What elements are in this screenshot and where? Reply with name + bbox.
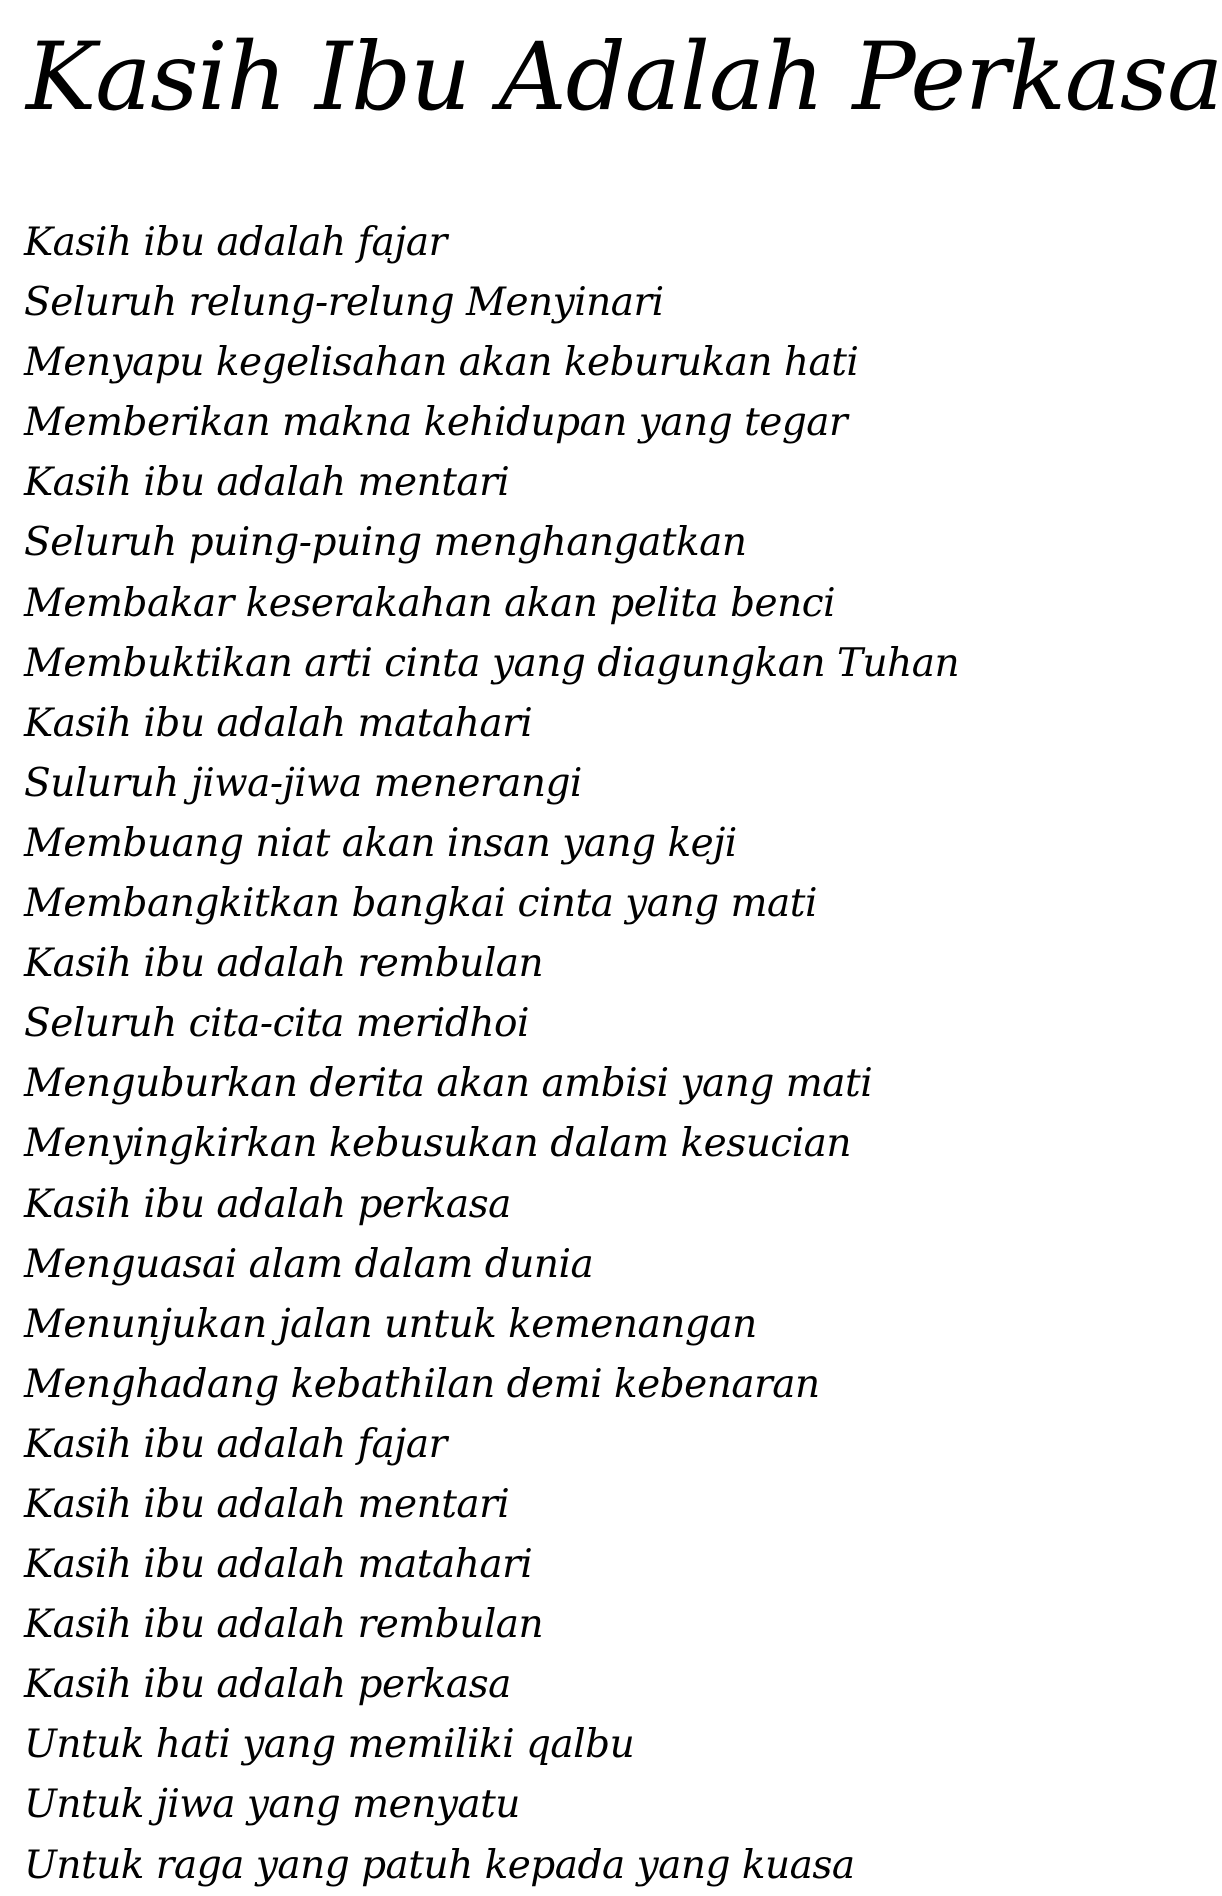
poem-line: Menguasai alam dalam dunia [24,1241,594,1287]
poem-line: Menyingkirkan kebusukan dalam kesucian [24,1121,852,1167]
poem-line: Suluruh jiwa-jiwa menerangi [24,760,582,806]
poem-line: Kasih ibu adalah perkasa [24,1181,511,1227]
poem-line: Kasih ibu adalah mentari [24,460,510,506]
poem-line: Seluruh puing-puing menghangatkan [24,520,747,566]
poem-line: Membangkitkan bangkai cinta yang mati [24,881,817,927]
poem-line: Untuk raga yang patuh kepada yang kuasa [24,1842,855,1888]
poem-line: Kasih ibu adalah fajar [24,220,447,265]
poem-title: Kasih Ibu Adalah Perkasa [26,23,1222,132]
poem-line: Menunjukan jalan untuk kemenangan [24,1301,757,1347]
poem-line: Kasih ibu adalah rembulan [24,941,544,987]
poem-line: Kasih ibu adalah mentari [24,1481,510,1527]
poem-line: Untuk hati yang memiliki qalbu [24,1722,635,1768]
poem-body [24,213,1064,1896]
poem-line: Membuang niat akan insan yang keji [24,820,737,866]
poem-line: Seluruh cita-cita meridhoi [24,1001,529,1047]
poem-line: Kasih ibu adalah perkasa [24,1662,511,1708]
poem-line: Kasih ibu adalah rembulan [24,1602,544,1648]
poem-line: Untuk jiwa yang menyatu [24,1782,520,1828]
poem-line: Memberikan makna kehidupan yang tegar [24,400,848,446]
poem-line: Membuktikan arti cinta yang diagungkan Tuhan [24,640,960,686]
poem-line: Kasih ibu adalah fajar [24,1421,447,1467]
poem-line: Kasih ibu adalah matahari [24,1542,533,1588]
poem-line: Seluruh relung-relung Menyinari [24,280,664,326]
poem-line: Kasih ibu adalah matahari [24,700,533,746]
poem-line: Menyapu kegelisahan akan keburukan hati [24,340,859,386]
poem-line: Menghadang kebathilan demi kebenaran [24,1361,820,1407]
poem-line: Menguburkan derita akan ambisi yang mati [24,1061,873,1107]
poem-line: Membakar keserakahan akan pelita benci [24,580,836,626]
